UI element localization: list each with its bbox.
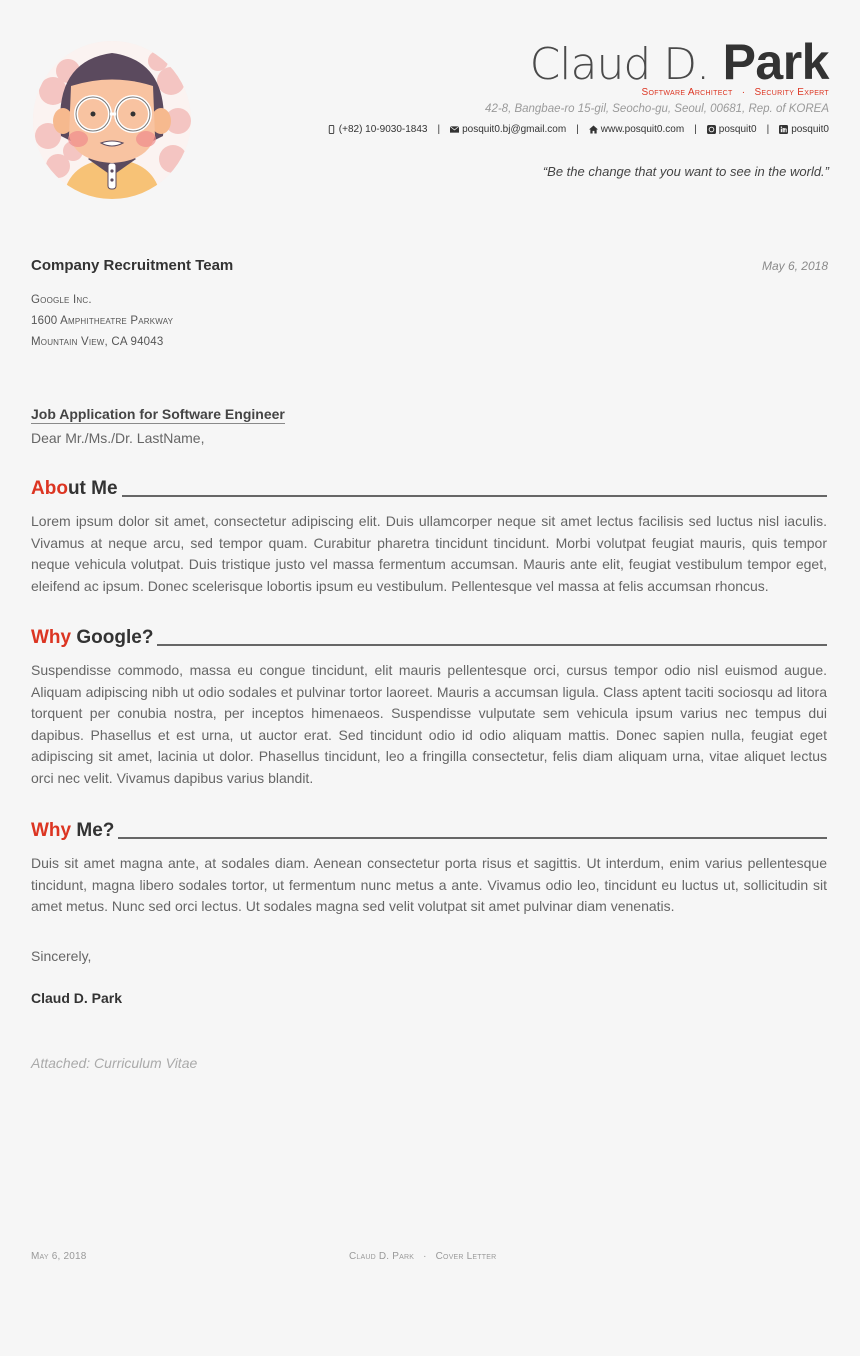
contact-linkedin[interactable]	[779, 124, 829, 135]
applicant-name	[530, 34, 829, 93]
footer-separator: ·	[423, 1251, 427, 1262]
section-heading-text: Google?	[71, 627, 154, 648]
section-heading-text: Me?	[71, 820, 115, 841]
profile-photo	[33, 41, 191, 199]
letter-date: May 6, 2018	[761, 259, 828, 273]
avatar-illustration	[33, 41, 191, 199]
contact-separator: |	[437, 124, 441, 135]
letter-signature: Claud D. Park	[31, 990, 123, 1006]
envelope-icon	[450, 125, 459, 134]
contact-mobile[interactable]	[327, 124, 428, 135]
applicant-address: 42-8, Bangbae-ro 15-gil, Seocho-gu, Seoul, 00681, Rep. of KOREA	[485, 103, 829, 115]
recipient-address-line: Google Inc.	[31, 294, 92, 306]
recipient-name: Company Recruitment Team	[31, 257, 234, 274]
letter-closing: Sincerely,	[31, 948, 92, 964]
footer-name: Claud D. Park	[349, 1251, 415, 1262]
section-heading-text: ut Me	[67, 478, 118, 499]
position-1: Software Architect	[641, 87, 733, 98]
section-heading	[31, 476, 827, 500]
section-rule	[157, 644, 827, 646]
position-2: Security Expert	[754, 87, 829, 98]
letter-enclosure: Attached: Curriculum Vitae	[31, 1055, 198, 1071]
contact-separator: |	[766, 124, 770, 135]
contact-separator: |	[694, 124, 697, 135]
mobile-icon	[327, 125, 336, 134]
footer-date: May 6, 2018	[31, 1251, 87, 1262]
github-icon	[707, 125, 716, 134]
contact-github[interactable]	[707, 124, 757, 135]
section-about-me	[31, 476, 827, 597]
section-heading	[31, 818, 827, 842]
contact-homepage-text: www.posquit0.com	[600, 124, 685, 135]
section-heading-accent: Why	[31, 820, 72, 841]
section-rule	[122, 495, 827, 497]
contact-bar	[327, 124, 829, 135]
contact-separator: |	[576, 124, 579, 135]
section-heading-accent: Why	[31, 627, 72, 648]
contact-github-text: posquit0	[718, 124, 757, 135]
contact-homepage[interactable]	[589, 124, 684, 135]
name-first: Claud D.	[529, 39, 710, 90]
recipient-address	[31, 290, 173, 353]
section-body: Suspendisse commodo, massa eu congue tincidunt, elit mauris pellentesque orci, cursus tempor odio nisl euismod augue. Aliquam adipiscing nibh ut odio sodales et pulvinar tortor laoreet. Mauris a accumsan ligula. Class aptent taciti sociosqu ad litora torquent per conubia nostra, per inceptos himenaeos. Suspendisse vulputate sem vehicula ipsum varius nec tempus dui dapibus. Phasellus et est urna, ut auctor erat. Sed tincidunt odio id odio aliquam mattis. Donec sapien nulla, feugiat eget adipiscing sit amet, lacinia ut dolor. Phasellus tincidunt, leo a fringilla consectetur, felis diam aliquam urna, vitae aliquet lectus orci nec velit. Vivamus dapibus varius blandit.	[31, 662, 827, 786]
contact-mobile-text: (+82) 10-9030-1843	[338, 124, 428, 135]
section-why-google	[31, 625, 827, 790]
section-heading	[31, 625, 827, 649]
header-quote: “Be the change that you want to see in the world.”	[542, 164, 829, 179]
contact-email-text: posquit0.bj@gmail.com	[462, 124, 567, 135]
contact-email[interactable]	[450, 124, 566, 135]
footer-doc-type: Cover Letter	[435, 1251, 497, 1262]
section-why-me	[31, 818, 827, 918]
section-heading-accent: Abo	[31, 478, 68, 499]
contact-linkedin-text: posquit0	[791, 124, 829, 135]
section-body: Duis sit amet magna ante, at sodales diam. Aenean consectetur porta risus et sagittis. Ut interdum, enim varius pellentesque tincidunt, magna libero sodales tortor, ut fermentum nunc metus a ante. Vivamus odio leo, tincidunt eu luctus ut, sollicitudin sit amet metus. Nunc sed orci lectus. Ut sodales magna sed velit volutpat sit amet pulvinar diam venenatis.	[31, 855, 827, 915]
name-last: Park	[722, 34, 829, 90]
linkedin-icon	[779, 125, 788, 134]
letter-opening: Dear Mr./Ms./Dr. LastName,	[31, 430, 205, 446]
letter-title: Job Application for Software Engineer	[31, 406, 285, 422]
recipient-address-line: 1600 Amphitheatre Parkway	[31, 315, 174, 327]
position-line	[642, 87, 829, 98]
home-icon	[589, 125, 598, 134]
position-separator: ·	[741, 87, 746, 98]
footer-center	[349, 1251, 496, 1262]
section-body: Lorem ipsum dolor sit amet, consectetur adipiscing elit. Duis ullamcorper neque sit amet lectus facilisis sed luctus nisl iaculis. Vivamus at neque arcu, sed tempor quam. Curabitur pharetra tincidunt tincidunt. Morbi volutpat feugiat mauris, quis tempor neque vehicula volutpat. Duis tristique justo vel massa fermentum accumsan. Mauris ante elit, feugiat vestibulum tempor eget, eleifend ac ipsum. Donec scelerisque lobortis ipsum eu vestibulum. Pellentesque vel massa at felis accumsan rhoncus.	[31, 513, 827, 594]
section-rule	[118, 837, 827, 839]
recipient-address-line: Mountain View, CA 94043	[31, 336, 164, 348]
